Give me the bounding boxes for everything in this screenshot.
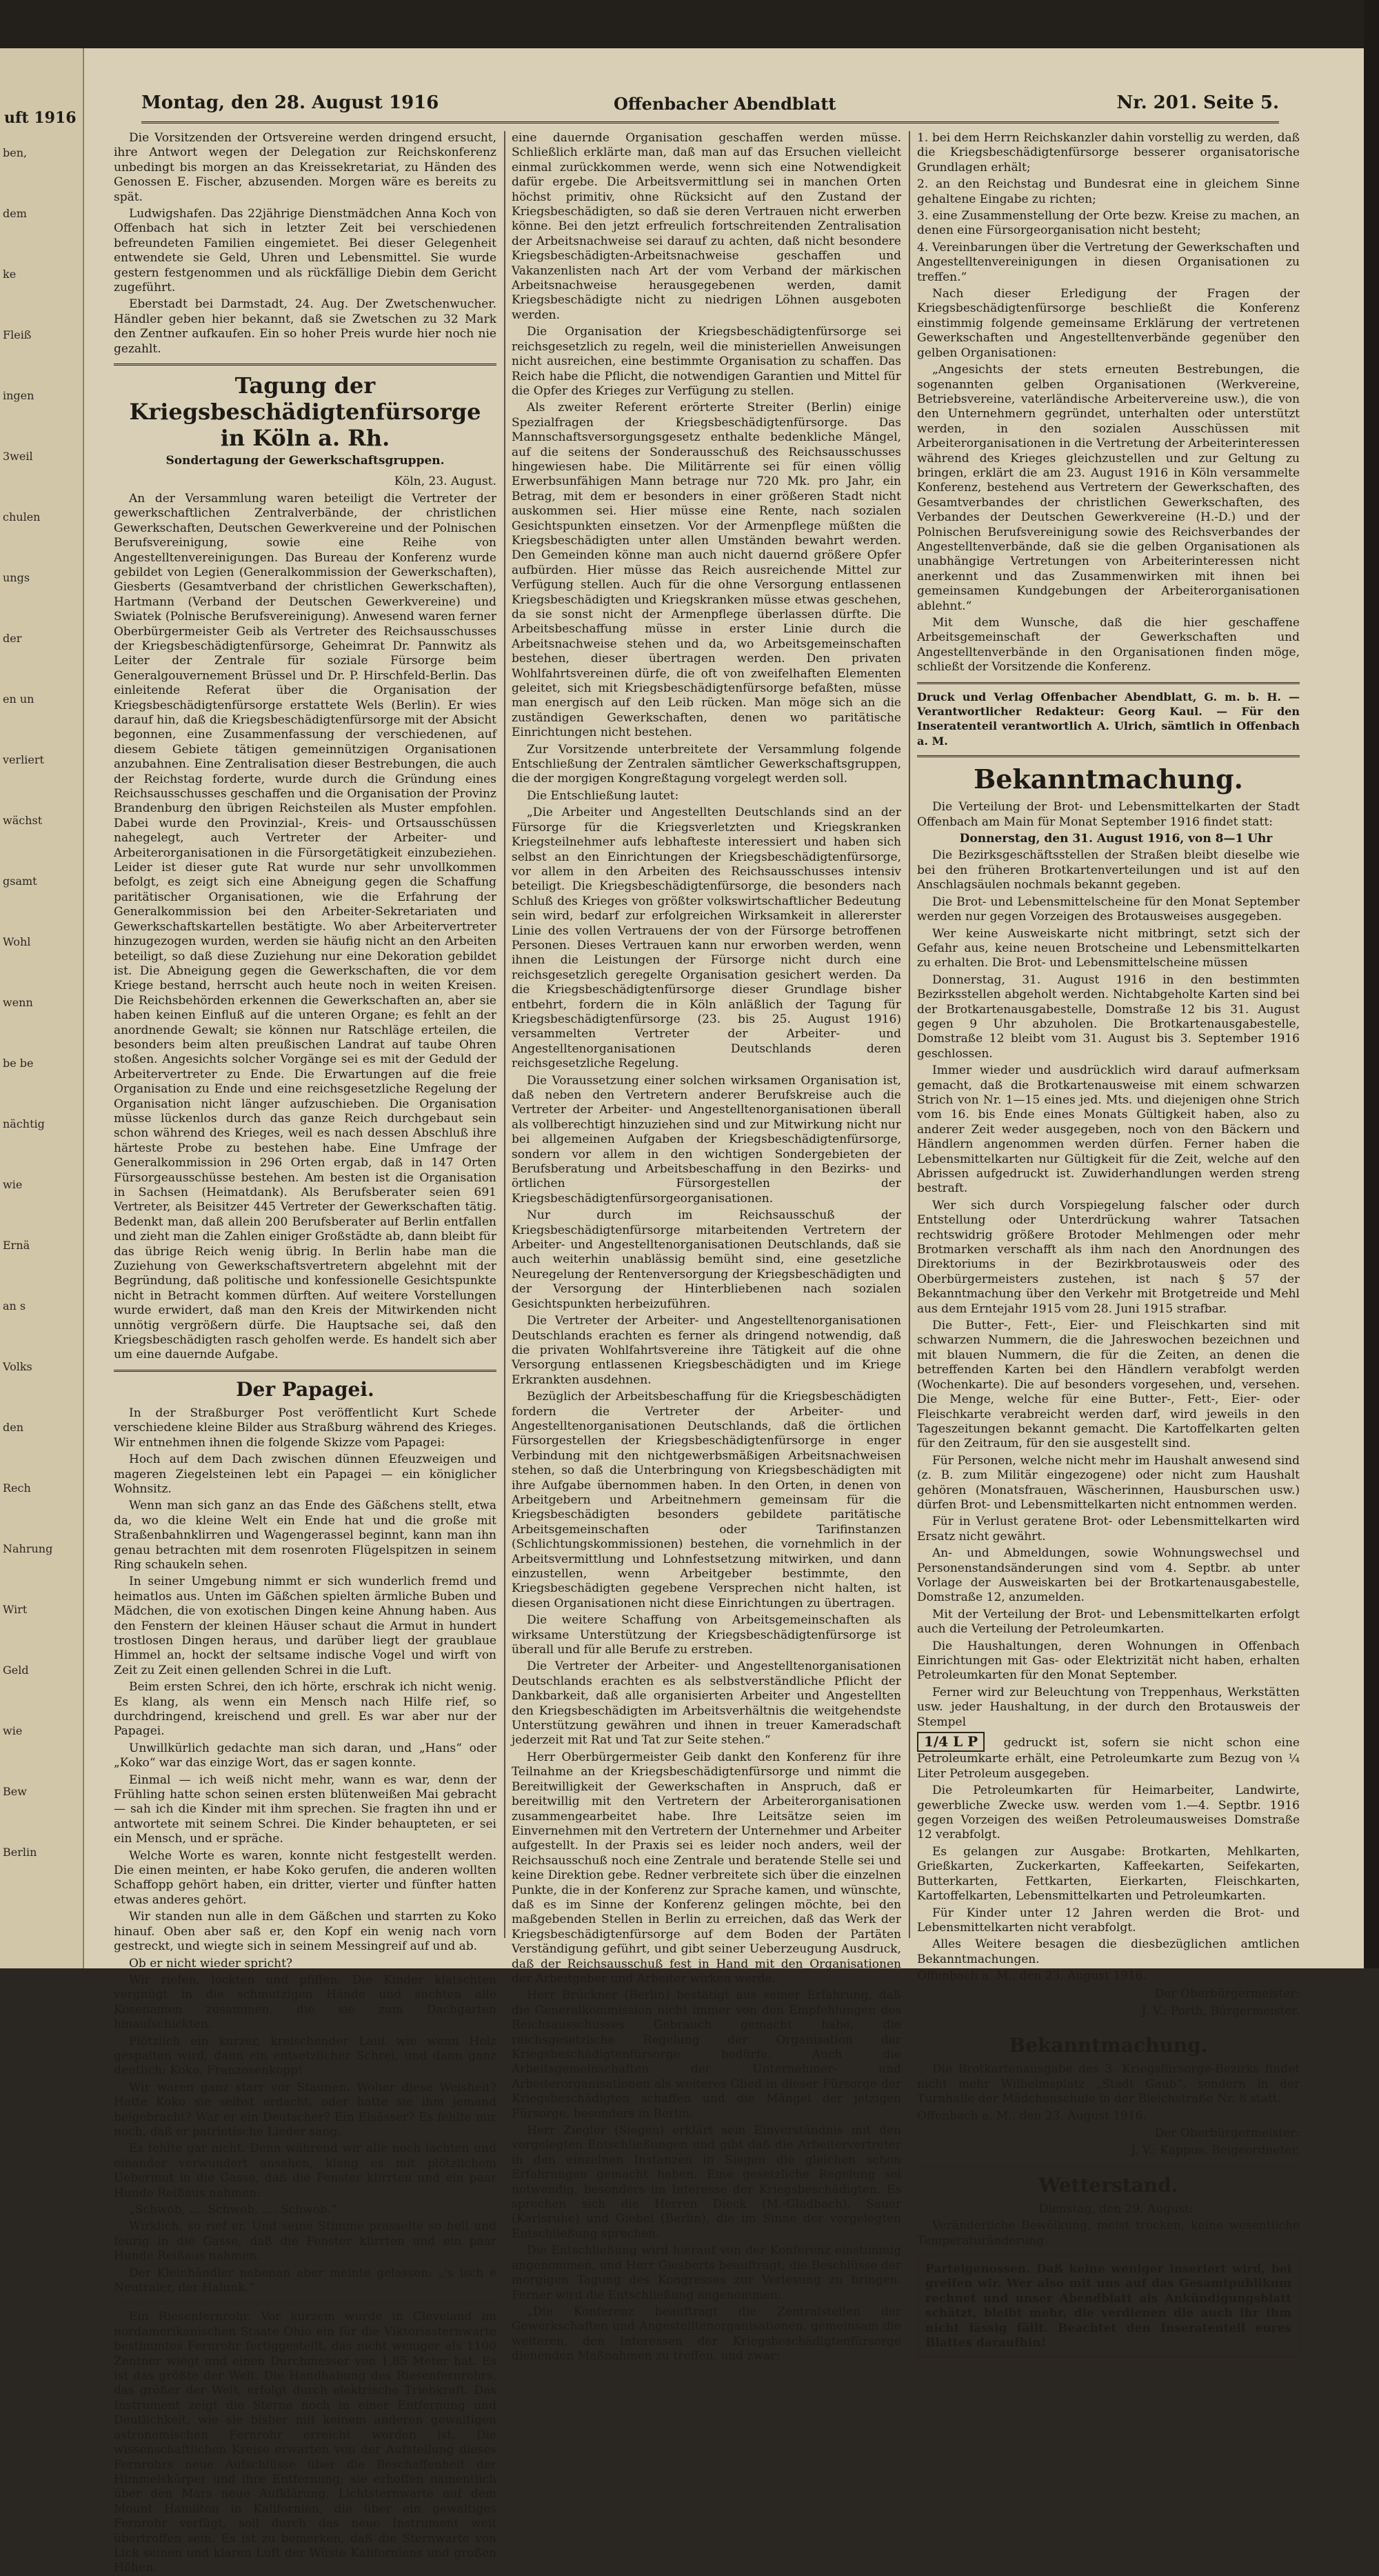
notice-place-date: Offenbach a. M., den 23. August 1916. bbox=[917, 1969, 1147, 1984]
notice-paragraph: Die Brotkartenausgabe des 3. Kriegsfürsorge-Bezirks findet nicht mehr Wilhelmsplatz „Stadt Gaub“, sondern in der Turnhalle der Mädchenschule in der Bleichstraße Nr. 8 statt. bbox=[917, 2062, 1300, 2106]
adjacent-page-text-fragment: den bbox=[3, 1421, 24, 1434]
adjacent-page-text-fragment: Rech bbox=[3, 1481, 31, 1495]
article-paragraph: Nach dieser Erledigung der Fragen der Kriegsbeschädigtenfürsorge beschließt die Konferenz einstimmig folgende gemeinsame Erklärung der vertretenen Gewerkschaften und Angestelltenverbände gegenüber den gelben Organisationen: bbox=[917, 287, 1300, 360]
list-item: 3. eine Zusammenstellung der Orte bezw. Kreise zu machen, an denen eine Fürsorgeorganisation nicht besteht; bbox=[917, 209, 1300, 238]
party-notice-box: Parteigenossen. Daß keine weniger inseriert wird, bei greifen wir. Wer also mit uns auf das Gesamtpublikum rechnet und unser Abendblatt als Ankündigungsblatt schätzt, bleibt mehr, die verdienen die auch ihr ihm nicht lässig fällt. Beachtet den Inseratenteil eures Blattes daraufhin! bbox=[917, 2255, 1300, 2357]
page-header bbox=[141, 88, 1279, 123]
column-2 bbox=[512, 131, 901, 2364]
adjacent-page-text-fragment: ben, bbox=[3, 146, 28, 159]
article-paragraph: Welche Worte es waren, konnte nicht festgestellt werden. Die einen meinten, er habe Koko gerufen, die anderen wollten Schaffopp gehört haben, ein dritter, vierter und fünfter hatten etwas anderes gehört. bbox=[114, 1848, 496, 1907]
article-paragraph: Wirklich, so rief er. Und seine Stimme prasselte so hell und feurig in die Gasse, daß die Fenster klirrten und ein paar Hunde Reißaus nahmen. bbox=[114, 2219, 496, 2264]
list-item: 4. Vereinbarungen über die Vertretung der Gewerkschaften und Angestelltenvereinigungen in diesen Organisationen zu treffen.“ bbox=[917, 240, 1300, 284]
article-paragraph: Ein Riesenfernrohr. Vor kurzem wurde in Cleveland im nordamerikanischen Staate Ohio ein für die Viktoriasternwarte bestimmtes Fernrohr fertiggestellt, das nicht weniger als 1100 Zentner wiegt und einen Durchmesser von 1,85 Meter hat. Es ist das größte der Welt. Die Handhabung des Riesenfernrohrs, das größer der Welt, erfolgt durch elektrische Triebkraft. Das Instrument zeigt die Sterne noch in einer Entfernung und Deutlichkeit, wie sie bisher mit keinem anderen gewaltigen astronomischen Fernrohr erreicht worden ist. Die wissenschaftlichen Kreise erwarten von der Aufstellung dieses Fernrohrs neue Aufschlüsse über die Beschaffenheit der Himmelskörper und ihre Entfernung; sie erhoffen namentlich über den Mars neue Aufklärung. Lichtsternwarte auf dem Mount Hamilton in Kalifornien, die über ein gewaltiges Fernrohr verfügt, soll durch das neue Instrument weit übertroffen sein. Es ist zu bemerken, daß die Sternwarte von Lick seinen und klaren Luft der Wüste Kaliforniens und großen Höhen. bbox=[114, 2310, 496, 2575]
adjacent-page-fragment bbox=[0, 48, 84, 1968]
scan-top-edge bbox=[0, 0, 1379, 48]
article-paragraph: Wir waren ganz starr vor Staunen. Woher diese Weisheit? Hatte Koko sie selbst erdacht, oder hatte sie ihm jemand beigebracht? War er ein Deutscher? Ein Elsässer? Es fehlte nur noch, daß er patriotische Lieder sang. bbox=[114, 2080, 496, 2139]
article-paragraph: „Schwob, .... Schwob, .... Schwob.“ bbox=[129, 2203, 337, 2217]
adjacent-page-text-fragment: Ernä bbox=[3, 1239, 30, 1252]
article-paragraph: Herr Ziegler (Siegen) erklärt sein Einverständnis mit den vorgelegten Entschließungen und gibt daß die Arbeitervertreter in den einzelnen Instanzen in Siegen die gleichen schon Erfahrungen gemacht haben. Eine gesetzliche Regelung sei notwendig, besonders im Interesse der Kriegsbeschädigten. Es sprechen sich die Herren Dieck (M.-Gladbach), Sauer (Karlsruhe) und Giebel (Berlin), die im Sinne der vorgelegten Entschließung sprechen. bbox=[512, 2124, 901, 2241]
adjacent-page-text-fragment: Fleiß bbox=[3, 328, 32, 341]
article-subheadline: Sondertagung der Gewerkschaftsgruppen. bbox=[165, 454, 445, 468]
article-paragraph: Die Entschließung lautet: bbox=[527, 788, 679, 803]
article-paragraph: Ob er nicht wieder spricht? bbox=[129, 1956, 293, 1970]
adjacent-page-text-fragment: chulen bbox=[3, 510, 41, 523]
article-paragraph: Herr Brückner (Berlin) bestätigt aus seiner Erfahrung, daß die Generalkommission nicht immer von den Empfehlungen des Reichsausschusses Gebrauch gemacht habe, die reichsgesetzliche Regelung der Organisation der Kriegsbeschädigtenfürsorge bedürfe. Auch die Arbeitsgemeinschaften der Unternehmer- und Arbeiterorganisationen als weiteres Glied in dieser Fürsorge der Kriegsbeschädigten schaffen und die Mängel der jetzigen Fürsorge, besonders in Berlin. bbox=[512, 1988, 901, 2121]
adjacent-page-header: uft 1916 bbox=[4, 109, 77, 127]
adjacent-page-text-fragment: gsamt bbox=[3, 875, 37, 888]
notice-paragraph: Mit der Verteilung der Brot- und Lebensmittelkarten erfolgt auch die Verteilung der Petroleumkarten. bbox=[917, 1607, 1300, 1637]
article-paragraph: Ludwigshafen. Das 22jährige Dienstmädchen Anna Koch von Offenbach hat sich in letzter Zeit bei verschiedenen befreundeten Familien eingemietet. Bei dieser Gelegenheit entwendete sie Geld, Uhren und Lebensmittel. Sie wurde gestern festgenommen und als rückfällige Diebin dem Gericht zugeführt. bbox=[114, 207, 496, 295]
article-paragraph: Die Vorsitzenden der Ortsvereine werden dringend ersucht, ihre Antwort wegen der Delegation zur Reichskonferenz unbedingt bis morgen an das Kreissekretariat, zu Händen des Genossen E. Fischer, abzusenden. Morgen wäre es bereits zu spät. bbox=[114, 131, 496, 204]
notice-paragraph: Die Bezirksgeschäftsstellen der Straßen bleibt dieselbe wie bei den früheren Brotkartenverteilungen und ist auf den Anschlagsäulen nochmals bekannt gegeben. bbox=[917, 848, 1300, 892]
article-paragraph: Zur Vorsitzende unterbreitete der Versammlung folgende Entschließung der Zentralen sämtlicher Gewerkschaftsgruppen, die der morgigen Kongreßtagung vorgelegt werden soll. bbox=[512, 742, 901, 786]
adjacent-page-text-fragment: en un bbox=[3, 692, 34, 706]
adjacent-page-text-fragment: Nahrung bbox=[3, 1542, 53, 1555]
header-page-number: Nr. 201. Seite 5. bbox=[1116, 92, 1279, 113]
section-divider bbox=[917, 755, 1300, 757]
adjacent-page-text-fragment: wie bbox=[3, 1724, 23, 1737]
article-paragraph: Unwillkürlich gedachte man sich daran, und „Hans“ oder „Koko“ war das einzige Wort, das er sagen konnte. bbox=[114, 1741, 496, 1770]
adjacent-page-text-fragment: verliert bbox=[3, 753, 44, 766]
weather-forecast: Veränderliche Bewölkung, meist trocken, keine wesentliche Temperaturänderung. bbox=[917, 2219, 1300, 2248]
article-paragraph: Es fehlte gar nicht. Denn während wir alle noch lachten und einander verwundert ansahen, klang es mit plötzlichem Uebermut in die Gasse, daß die Fenster klirrten und ein paar Hunde Reißaus nahmen: bbox=[114, 2141, 496, 2200]
article-paragraph: Hoch auf dem Dach zwischen dünnen Efeuzweigen und mageren Ziegelsteinen lebt ein Papagei — ein königlicher Wohnsitz. bbox=[114, 1452, 496, 1496]
adjacent-page-text-fragment: wie bbox=[3, 1178, 23, 1191]
notice-signature-title: Der Oberbürgermeister: bbox=[1154, 1986, 1300, 2001]
scan-right-edge bbox=[1364, 0, 1379, 1968]
section-divider bbox=[114, 363, 496, 366]
notice-paragraph: Die Brot- und Lebensmittelscheine für den Monat September werden nur gegen Vorzeigen des Brotausweises ausgegeben. bbox=[917, 895, 1300, 924]
section-divider bbox=[114, 2302, 496, 2304]
article-paragraph: „Angesichts der stets erneuten Bestrebungen, die sogenannten gelben Organisationen (Werkvereine, Betriebsvereine, vaterländische Arbeitervereine usw.), die von den Unternehmern gegründet, unterhalten oder unterstützt werden, in den sozialen Ausschüssen mit Arbeiterorganisationen in die Vertretung der Arbeiterinteressen während des Krieges gleichzustellen und zur Geltung zu bringen, erklärt die am 23. August 1916 in Köln versammelte Konferenz, bestehend aus Vertretern der Gewerkschaften, des Gesamtverbandes der christlichen Gewerkschaften, des Verbandes der Deutschen Gewerkvereine (H.-D.) und der Polnischen Berufsvereinigung sowie des Reichsverbandes der Angestelltenverbände, daß sie die gelben Organisationen als unabhängige Vertretungen von Arbeiterinteressen nicht anerkennt und das Zusammenwirken mit ihnen bei gemeinsamen Kundgebungen der Arbeiterorganisationen ablehnt.“ bbox=[917, 363, 1300, 613]
article-paragraph: Nur durch im Reichsausschuß der Kriegsbeschädigtenfürsorge mitarbeitenden Vertretern der Arbeiter- und Angestelltenorganisationen Deutschlands, daß sie auch weiterhin unablässig bemüht sind, eine gesetzliche Neuregelung der Rentenversorgung der Kriegsbeschädigten und der Versorgung der Hinterbliebenen nach sozialen Gesichtspunkten herbeizuführen. bbox=[512, 1208, 901, 1311]
petroleum-stamp: 1/4 L P bbox=[917, 1732, 985, 1752]
section-divider bbox=[114, 1370, 496, 1372]
article-paragraph: „Die Arbeiter und Angestellten Deutschlands sind an der Fürsorge für die Kriegsverletzten und Kriegskranken Kriegsteilnehmer aufs lebhafteste interessiert und haben sich selbst an den Einrichtungen der Kriegsbeschädigtenfürsorge, vor allem in den Arbeiten des Reichsausschusses intensiv beteiligt. Die Kriegsbeschädigtenfürsorge, die besonders nach Schluß des Krieges von größter volkswirtschaftlicher Bedeutung sein wird, bedarf zur erfolgreichen Wirksamkeit in allererster Linie des vollen Vertrauens der von der Fürsorge betroffenen Personen. Dieses Vertrauen kann nur erworben werden, wenn ihnen die Leistungen der Fürsorge nicht durch eine reichsgesetzlich geregelte Organisation gesichert werden. Da die Kriegsbeschädigtenfürsorge dieser Grundlage bisher entbehrt, fordern die in Köln anläßlich der Tagung für Kriegsbeschädigtenfürsorge (23. bis 25. August 1916) versammelten Vertreter der Arbeiter- und Angestelltenorganisationen Deutschlands deren reichsgesetzliche Regelung. bbox=[512, 806, 901, 1071]
imprint: Druck und Verlag Offenbacher Abendblatt, G. m. b. H. — Verantwortlicher Redakteur: Georg Kaul. — Für den Inseratenteil verantwortlich A. Ulrich, sämtlich in Offenbach a. M. bbox=[917, 690, 1300, 748]
notice-paragraph: Für in Verlust geratene Brot- oder Lebensmittelkarten wird Ersatz nicht gewährt. bbox=[917, 1515, 1300, 1544]
notice-paragraph: Immer wieder und ausdrücklich wird darauf aufmerksam gemacht, daß die Brotkartenausweise mit einem schwarzen Strich von Nr. 1—15 eines jed. Mts. und diejenigen ohne Strich vom 16. bis Ende eines Monats Gültigkeit haben, also zu anderer Zeit weder ausgegeben, noch von den Bäckern und Händlern angenommen werden dürfen. Ferner haben die Lebensmittelkarten nur Gültigkeit für die Zeit, welche auf den Abrissen aufgedruckt ist. Zuwiderhandlungen werden streng bestraft. bbox=[917, 1064, 1300, 1196]
weather-title: Wetterstand. bbox=[1038, 2173, 1178, 2197]
notice-paragraph: Wer sich durch Vorspiegelung falscher oder durch Entstellung oder Unterdrückung wahrer Tatsachen rechtswidrig größere Brotoder Mehlmengen oder mehr Brotmarken verschafft als ihm nach den Anordnungen des Direktoriums in der Bezirkbrotausweis oder des Oberbürgermeisters zustehen, ist nach § 57 der Bekanntmachung über den Verkehr mit Brotgetreide und Mehl aus dem Erntejahr 1915 vom 28. Juni 1915 strafbar. bbox=[917, 1198, 1300, 1316]
notice-paragraph: Für Kinder unter 12 Jahren werden die Brot- und Lebensmittelkarten nicht verabfolgt. bbox=[917, 1906, 1300, 1935]
notice-title: Bekanntmachung. bbox=[974, 763, 1243, 795]
article-paragraph: Der Kleinhändler nebenan aber meinte gelassen: „'s isch e Neutraler, der Halunk.“ bbox=[114, 2266, 496, 2295]
article-paragraph: eine dauernde Organisation geschaffen werden müsse. Schließlich erklärte man, daß man auf das Ersuchen vielleicht einmal zurückkommen werde, wenn sich eine Notwendigkeit dafür ergebe. Die Arbeitsvermittlung sei in manchen Orten höchst primitiv, ohne Rücksicht auf den Zustand der Kriegsbeschädigten, so daß sie deren Vertrauen nicht erwerben könne. Bei den jetzt erfreulich fortschreitenden Zentralisation der Arbeitsnachweise sei darauf zu achten, daß nicht besondere Kriegsbeschädigten-Arbeitsnachweise geschaffen und Vakanzenlisten nach Art der vom Verband der märkischen Arbeitsnachweise herausgegebenen werden, damit Kriegsbeschädigte nicht zu niedrigen Löhnen ausgeboten werden. bbox=[512, 131, 901, 322]
notice-paragraph: Es gelangen zur Ausgabe: Brotkarten, Mehlkarten, Grießkarten, Zuckerkarten, Kaffeekarten, Seifekarten, Butterkarten, Fettkarten, Eierkarten, Fleischkarten, Kartoffelkarten, Lebensmittelkarten und Petroleumkarten. bbox=[917, 1844, 1300, 1904]
column-1 bbox=[114, 131, 496, 2575]
adjacent-page-text-fragment: an s bbox=[3, 1299, 26, 1312]
list-item: 2. an den Reichstag und Bundesrat eine in gleichem Sinne gehaltene Eingabe zu richten; bbox=[917, 177, 1300, 206]
notice-paragraph: Die Petroleumkarten für Heimarbeiter, Landwirte, gewerbliche Zwecke usw. werden vom 1.—4. Septbr. 1916 gegen Vorzeigen des weißen Petroleumausweises Domstraße 12 verabfolgt. bbox=[917, 1784, 1300, 1842]
article-paragraph: Wir riefen, lockten und pfiffen. Die Kinder klatschten vergnügt in die schmutzigen Hände und suchten alle Kosenamen zusammen, die sie zum Dachgarten hinaufschickten. bbox=[114, 1973, 496, 2032]
adjacent-page-text-fragment: Berlin bbox=[3, 1846, 37, 1859]
adjacent-page-text-fragment: Bew bbox=[3, 1785, 27, 1798]
article-paragraph: Die Vertreter der Arbeiter- und Angestelltenorganisationen Deutschlands erachten es als selbstverständliche Pflicht der Dankbarkeit, daß alle organisierten Arbeiter und Angestellten den Kriegsbeschädigten im Arbeitsverhältnis die weitgehendste Unterstützung gewähren und ihnen in treuer Kameradschaft jederzeit mit Rat und Tat zur Seite stehen.“ bbox=[512, 1659, 901, 1748]
adjacent-page-text-fragment: nächtig bbox=[3, 1117, 45, 1130]
notice-signature: J. V.: Porth, Bürgermeister. bbox=[1141, 2004, 1300, 2018]
weather-date: Dienstag, den 29. August: bbox=[1038, 2201, 1194, 2216]
section-divider bbox=[917, 2026, 1300, 2028]
section-divider bbox=[917, 682, 1300, 684]
article-paragraph: Plötzlich ein kurzer, kreischender Laut wie wenn Holz gespalten wird, dann ein entsetzlicher Schrei, und dann ganz deutlich: Koko, Franzosenkopp! bbox=[114, 2034, 496, 2078]
article-paragraph: Die Vertreter der Arbeiter- und Angestelltenorganisationen Deutschlands erachten es ferner als dringend notwendig, daß die privaten Wohlfahrtsvereine ihre Tätigkeit auf die ohne Versorgung entlassenen Kriegsbeschädigten und im Kriege Erkrankten ausdehnen. bbox=[512, 1314, 901, 1387]
article-paragraph: Die Entschließung wird hierauf von der Konferenz einstimmig angenommen, und Herr Giesberts beauftragt, die Beschlüsse der morgigen Tagung des Kongresses zur Verlesung zu bringen. Ferner wird die Entschließung angenommen: bbox=[512, 2244, 901, 2302]
notice-paragraph: Donnerstag, 31. August 1916 in den bestimmten Bezirksstellen abgeholt werden. Nichtabgeholte Karten sind bei der Brotkartenausgabestelle, Domstraße 12 bis 31. August gegen 9 Uhr abzuholen. Die Brotkartenausgabestelle, Domstraße 12 bleibt vom 31. August bis 3. September 1916 geschlossen. bbox=[917, 972, 1300, 1061]
column-3 bbox=[917, 131, 1300, 2350]
notice-paragraph: An- und Abmeldungen, sowie Wohnungswechsel und Personenstandsänderungen sind vom 4. Septbr. ab unter Vorlage der Ausweiskarten bei der Brotkartenausgabestelle, Domstraße 12, anzumelden. bbox=[917, 1546, 1300, 1605]
notice-paragraph: Die Butter-, Fett-, Eier- und Fleischkarten sind mit schwarzen Nummern, die die Jahreswochen bezeichnen und mit blauen Nummern, die für die Zeiten, an denen die betreffenden Karten bei den Händlern verabfolgt werden (Wochenkarte). Die auf besonders vorgesehen, und, versehen. Die Menge, welche für eine Butter-, Fett-, Eier- oder Fleischkarte verabreicht werden darf, wird jeweils in den Tageszeitungen bekannt gemacht. Die Kartoffelkarten gelten für den Zeitraum, für den sie ausgestellt sind. bbox=[917, 1319, 1300, 1451]
notice-title: Bekanntmachung. bbox=[1009, 2034, 1208, 2057]
article-paragraph: Die Voraussetzung einer solchen wirksamen Organisation ist, daß neben den Vertretern anderer Berufskreise auch die Vertreter der Arbeiter- und Angestelltenorganisationen überall als vollberechtigt hinzuziehen sind und zur Mitwirkung nicht nur bei allgemeinen Aufgaben der Kriegsbeschädigtenfürsorge, sondern vor allem in den wichtigen Sondergebieten der Berufsberatung und Arbeitsbeschaffung in den Bezirks- und örtlichen Fürsorgestellen der Kriegsbeschädigtenfürsorgeorganisationen. bbox=[512, 1073, 901, 1206]
list-item: 1. bei dem Herrn Reichskanzler dahin vorstellig zu werden, daß die Kriegsbeschädigtenfürsorge besserer organisatorische Grundlagen erhält; bbox=[917, 131, 1300, 174]
notice-paragraph: Ferner wird zur Beleuchtung von Treppenhaus, Werkstätten usw. jeder Haushaltung, in der durch den Brotausweis der Stempel bbox=[917, 1685, 1300, 1729]
article-paragraph: „Die Konferenz beauftragt die Zentralstellen der Gewerkschaften und Angestelltenorganisationen, gemeinsam die weiteren, den Interessen der Kriegsbeschädigtenfürsorge dienenden Maßnahmen zu treffen, und zwar: bbox=[512, 2304, 901, 2364]
adjacent-page-text-fragment: be be bbox=[3, 1057, 34, 1070]
adjacent-page-text-fragment: der bbox=[3, 632, 22, 645]
adjacent-page-text-fragment: Wohl bbox=[3, 935, 31, 948]
article-paragraph: Mit dem Wunsche, daß die hier geschaffene Arbeitsgemeinschaft der Gewerkschaften und Angestelltenverbände in den Organisationen finden möge, schließt der Vorsitzende die Konferenz. bbox=[917, 616, 1300, 675]
notice-paragraph: Die Verteilung der Brot- und Lebensmittelkarten der Stadt Offenbach am Main für Monat September 1916 findet statt: bbox=[917, 800, 1300, 829]
notice-signature-title: Der Oberbürgermeister: bbox=[1154, 2126, 1300, 2140]
article-dateline: Köln, 23. August. bbox=[394, 474, 496, 488]
article-paragraph: An der Versammlung waren beteiligt die Vertreter der gewerkschaftlichen Zentralverbände, der christlichen Gewerkschaften, Deutschen Gewerkvereine und der Polnischen Berufsvereinigung, sowie eine Reihe von Angestelltenvereinigungen. Das Bureau der Konferenz wurde gebildet von Legien (Generalkommission der Gewerkschaften), Giesberts (Gesamtverband der christlichen Gewerkschaften), Hartmann (Verband der Deutschen Gewerkvereine) und Swiatek (Polnische Berufsvereinigung). Anwesend waren ferner Oberbürgermeister Geib als Vertreter des Reichsausschusses der Kriegsbeschädigtenfürsorge, Geheimrat Dr. Pannwitz als Leiter der Zentrale für soziale Fürsorge beim Generalgouvernement Brüssel und Dr. P. Hirschfeld-Berlin. Das einleitende Referat über die Organisation der Kriegsbeschädigtenfürsorge erstattete Wels (Berlin). Er wies darauf hin, daß die Kriegsbeschädigtenfürsorge mit der Absicht begonnen, eine Zusammenfassung der verschiedenen, auf diesem Gebiete tätigen gemeinnützigen Organisationen anzubahnen. Eine Zentralisation dieser Bestrebungen, die auch der Reichstag forderte, wurde durch die Gründung eines Reichsausschusses geschaffen und die Organisation der Provinz Brandenburg den übrigen Reichsteilen als Muster empfohlen. Dabei wurde den Provinzial-, Kreis- und Ortsausschüssen nahegelegt, auch Vertreter der Arbeiter- und Arbeiterorganisationen in die Fürsorgetätigkeit einzubeziehen. Leider ist dieser gute Rat wurde nur sehr unvollkommen befolgt, es zeigt sich eine Abneigung gegen die Schaffung paritätischer Organisationen, wie die Erfahrung der Generalkommission bei den Arbeiter-Sekretariaten und Gewerkschaftskartellen bestätigte. Wo aber Arbeitervertreter hinzugezogen wurden, werden sie häufig nicht an den Arbeiten beteiligt, so daß diese Zuziehung nur eine Dekoration gebildet ist. Die Abneigung gegen die Gewerkschaften, die vor dem Kriege bestand, herrscht auch heute noch in weiten Kreisen. Die Reichsbehörden erkennen die Gewerkschaften an, aber sie haben keinen Einfluß auf die unteren Organe; es fehlt an der anordnende Gewalt; sie können nur Ratschläge erteilen, die besonders beim alten preußischen Landrat auf taube Ohren stoßen. Angesichts solcher Vorgänge sei es mit der Geduld der Arbeitervertreter zu Ende. Die Erwartungen auf die freie Organisation zu Ende und eine reichsgesetzliche Regelung der Organisation nicht länger aufzuschieben. Die Organisation müsse lückenlos durch das ganze Reich durchgebaut sein schon während des Krieges, weil es nach dessen Abschluß ihre härteste Probe zu bestehen habe. Eine Umfrage der Generalkommission in 296 Orten ergab, daß in 147 Orten Fürsorgeausschüsse bestehen. Am besten ist die Organisation in Sachsen (Heimatdank). Als Berufsberater seien 691 Vertreter, als Beisitzer 445 Vertreter der Gewerkschaften tätig. Bedenkt man, daß allein 200 Berufsberater auf Berlin entfallen und zieht man die Zahlen einiger Großstädte ab, dann bleibt für das übrige Reich wenig übrig. In Berlin habe man die Zuziehung von Gewerkschaftsvertretern abgelehnt mit der Begründung, daß politische und konfessionelle Gesichtspunkte nicht in Betracht kommen dürften. Auf weitere Vorstellungen wurde erwidert, daß man den Kreis der Mitwirkenden nicht unnötig vergrößern dürfe. Die Hauptsache sei, daß den Kriegsbeschädigten rasch geholfen werde. Es handelt sich aber um eine dauernde Aufgabe. bbox=[114, 491, 496, 1362]
notice-paragraph: Alles Weitere besagen die diesbezüglichen amtlichen Bekanntmachungen. bbox=[917, 1937, 1300, 1966]
adjacent-page-text-fragment: dem bbox=[3, 207, 27, 220]
header-date: Montag, den 28. August 1916 bbox=[141, 92, 439, 113]
article-paragraph: Eberstadt bei Darmstadt, 24. Aug. Der Zwetschenwucher. Händler geben hier bekannt, daß sie Zwetschen zu 32 Mark den Zentner aufkaufen. Ein so hoher Preis wurde hier noch nie gezahlt. bbox=[114, 297, 496, 356]
section-divider bbox=[917, 2166, 1300, 2168]
notice-paragraph bbox=[917, 1732, 1300, 1781]
adjacent-page-text-fragment: ingen bbox=[3, 389, 34, 402]
article-paragraph: Einmal — ich weiß nicht mehr, wann es war, denn der Frühling hatte schon seinen ersten blütenweißen Mai gebracht — sah ich die Kinder mit ihm sprechen. Sie fragten ihn und er antwortete mit seinem Schrei. Die Kinder behaupteten, er sei ein Mensch, und er spräche. bbox=[114, 1773, 496, 1846]
notice-place-date: Offenbach a. M., den 23. August 1916. bbox=[917, 2108, 1147, 2123]
article-paragraph: In seiner Umgebung nimmt er sich wunderlich fremd und heimatlos aus. Unten im Gäßchen spielten ärmliche Buben und Mädchen, die von exotischen Dingen keine Ahnung haben. Aus den Fenstern der kleinen Häuser schaut die Armut in hundert trostlosen Dingen heraus, und darüber liegt der graublaue Himmel an, hockt der seltsame indische Vogel und wirft von Zeit zu Zeit einen gellenden Schrei in die Luft. bbox=[114, 1575, 496, 1677]
notice-text: gedruckt ist, sofern sie nicht schon eine Petroleumkarte erhält, eine Petroleumkarte zum Bezug von ¼ Liter Petroleum ausgegeben. bbox=[917, 1736, 1300, 1781]
notice-date: Donnerstag, den 31. August 1916, von 8—1 Uhr bbox=[959, 832, 1273, 846]
adjacent-page-text-fragment: Geld bbox=[3, 1664, 29, 1677]
adjacent-page-text-fragment: Wirt bbox=[3, 1603, 28, 1616]
column-rule bbox=[504, 131, 505, 1938]
notice-paragraph: Wer keine Ausweiskarte nicht mitbringt, setzt sich der Gefahr aus, keine neuen Brotscheine und Lebensmittelkarten zu erhalten. Die Brot- und Lebensmittelscheine müssen bbox=[917, 926, 1300, 970]
article-paragraph: Bezüglich der Arbeitsbeschaffung für die Kriegsbeschädigten fordern die Vertreter der Arbeiter- und Angestelltenorganisationen Deutschlands, daß die örtlichen Fürsorgestellen der Kriegsbeschädigtenfürsorge in enger Verbindung mit den nichtgewerbsmäßigen Arbeitsnachweisen stehen, so daß die Unterbringung von Kriegsbeschädigten mit ihre Aufgabe übernommen haben. In den Orten, in denen von Arbeitgebern und Arbeitnehmern gemeinsam für die Kriegsbeschädigten besonders gebildete paritätische Arbeitsgemeinschaften oder Tarifinstanzen (Schlichtungskommissionen) bestehen, die vornehmlich in der Arbeitsvermittlung und Lohnfestsetzung mitwirken, und dann einzustellen, wenn Arbeitgeber bestimmte, den Kriegsbeschädigten gegebene Versprechen nicht halten, ist diesen Organisationen nicht diese Einrichtungen zu übertragen. bbox=[512, 1390, 901, 1610]
adjacent-page-text-fragment: wächst bbox=[3, 814, 43, 827]
article-paragraph: Die Organisation der Kriegsbeschädigtenfürsorge sei reichsgesetzlich zu regeln, weil die ministeriellen Anweisungen nicht ausreichen, eine bestimmte Organisation zu schaffen. Das Reich habe die Pflicht, die notwendigen Garantien und Mittel für die Opfer des Krieges zur Verfügung zu stellen. bbox=[512, 325, 901, 398]
article-headline: Tagung der Kriegsbeschädigtenfürsorge in Köln a. Rh. bbox=[129, 372, 481, 452]
article-paragraph: In der Straßburger Post veröffentlicht Kurt Schede verschiedene kleine Bilder aus Straßburg während des Krieges. Wir entnehmen ihnen die folgende Skizze vom Papagei: bbox=[114, 1406, 496, 1450]
adjacent-page-text-fragment: ungs bbox=[3, 571, 30, 584]
adjacent-page-text-fragment: Volks bbox=[3, 1360, 32, 1373]
notice-paragraph: Für Personen, welche nicht mehr im Haushalt anwesend sind (z. B. zum Militär eingezogene) oder nicht zum Haushalt gehören (Monatsfrauen, Wäscherinnen, Hausburschen usw.) dürfen Brot- und Lebensmittelkarten nicht entnommen werden. bbox=[917, 1453, 1300, 1512]
article-paragraph: Die weitere Schaffung von Arbeitsgemeinschaften als wirksame Unterstützung der Kriegsbeschädigtenfürsorge ist überall und für alle Berufe zu erstreben. bbox=[512, 1613, 901, 1657]
adjacent-page-text-fragment: wenn bbox=[3, 996, 33, 1009]
notice-signature: J. V.: Kappus, Beigeordneter. bbox=[1131, 2144, 1300, 2158]
adjacent-page-text-fragment: 3weil bbox=[3, 450, 33, 463]
adjacent-page-text-fragment: ke bbox=[3, 268, 17, 281]
article-paragraph: Wenn man sich ganz an das Ende des Gäßchens stellt, etwa da, wo die kleine Welt ein Ende hat und die große mit Straßenbahnklirren und Wagengerassel beginnt, kann man ihn genau betrachten mit dem rosenroten Flügelspitzen in seinem Ring schaukeln sehen. bbox=[114, 1499, 496, 1572]
column-rule bbox=[909, 131, 910, 1938]
article-paragraph: Herr Oberbürgermeister Geib dankt den Konferenz für ihre Teilnahme an der Kriegsbeschädigtenfürsorge und nimmt die Bereitwilligkeit der Gewerkschaften in Anspruch, daß er bereitwillig mit den Vertretern der Arbeiterorganisationen zusammengearbeitet habe. Ihre Leitsätze seien im Einvernehmen mit den Vertretern der Unternehmer und Arbeiter aufgestellt. In der Praxis sei es leider noch anders, weil der Reichsausschuß noch eine Zentrale und beratende Stelle sei und keine Direktion gebe. Redner verbreitete sich über die einzelnen Punkte, die in der Konferenz zur Sprache kamen, und wünschte, daß es im Sinne der Konferenz gelingen möchte, bei den maßgebenden Stellen in Berlin zu erreichen, daß das Werk der Kriegsbeschädigtenfürsorge auf dem Boden der Partäten Verständigung geführt, und gibt seiner Ueberzeugung Ausdruck, daß der Reichsausschuß fest in Hand mit den Organisationen der Arbeitgeber und Arbeiter wirken werde. bbox=[512, 1750, 901, 1986]
feuilleton-title: Der Papagei. bbox=[236, 1377, 374, 1401]
article-paragraph: Wir standen nun alle in dem Gäßchen und starrten zu Koko hinauf. Oben aber saß er, den Kopf ein wenig nach vorn gestreckt, und wiegte sich in seinem Messingreif auf und ab. bbox=[114, 1910, 496, 1954]
article-paragraph: Beim ersten Schrei, den ich hörte, erschrak ich nicht wenig. Es klang, als wenn ein Mensch nach Hilfe rief, so durchdringend, kreischend und grell. Es war aber nur der Papagei. bbox=[114, 1680, 496, 1739]
notice-paragraph: Die Haushaltungen, deren Wohnungen in Offenbach Einrichtungen mit Gas- oder Elektrizität nicht haben, erhalten Petroleumkarten für den Monat September. bbox=[917, 1639, 1300, 1683]
header-masthead: Offenbacher Abendblatt bbox=[614, 94, 836, 114]
article-paragraph: Als zweiter Referent erörterte Streiter (Berlin) einige Spezialfragen der Kriegsbeschädigtenfürsorge. Das Mannschaftsversorgungsgesetz enthalte bedenkliche Mängel, auf die seitens der Sonderausschuß des Reichsausschusses hingewiesen habe. Die Militärrente sei für einen völlig Erwerbsunfähigen Mann betrage nur 720 Mk. pro Jahr, ein Betrag, mit dem er besonders in einer größeren Stadt nicht auskommen sei. Hier müsse eine Rente, nach sozialen Gesichtspunkten einsetzen. Vor der Armenpflege müßten die Kriegsbeschädigten unter allen Umständen bewahrt werden. Den Gemeinden könne man auch nicht dauernd größere Opfer aufbürden. Hier müsse das Reich ausreichende Mittel zur Verfügung stellen. Auch für die ohne Versorgung entlassenen Kriegsbeschädigten und Kriegskranken müsse etwas geschehen, da sie sonst nicht der Armenpflege überlassen dürfte. Die Arbeitsbeschaffung müsse in erster Linie durch die Arbeitsnachweise stehen und da, wo Arbeitsgemeinschaften bestehen, dieser übertragen werden. Den privaten Wohlfahrtsvereinen dürfe, die oft von zweifelhaften Elementen geleitet, sich mit Kriegsbeschädigtenfürsorge befaßten, müsse man energisch auf den Leib rücken. Man möge sich an die zuständigen Gewerkschaften, denen wo paritätische Einrichtungen nicht bestehen. bbox=[512, 401, 901, 740]
